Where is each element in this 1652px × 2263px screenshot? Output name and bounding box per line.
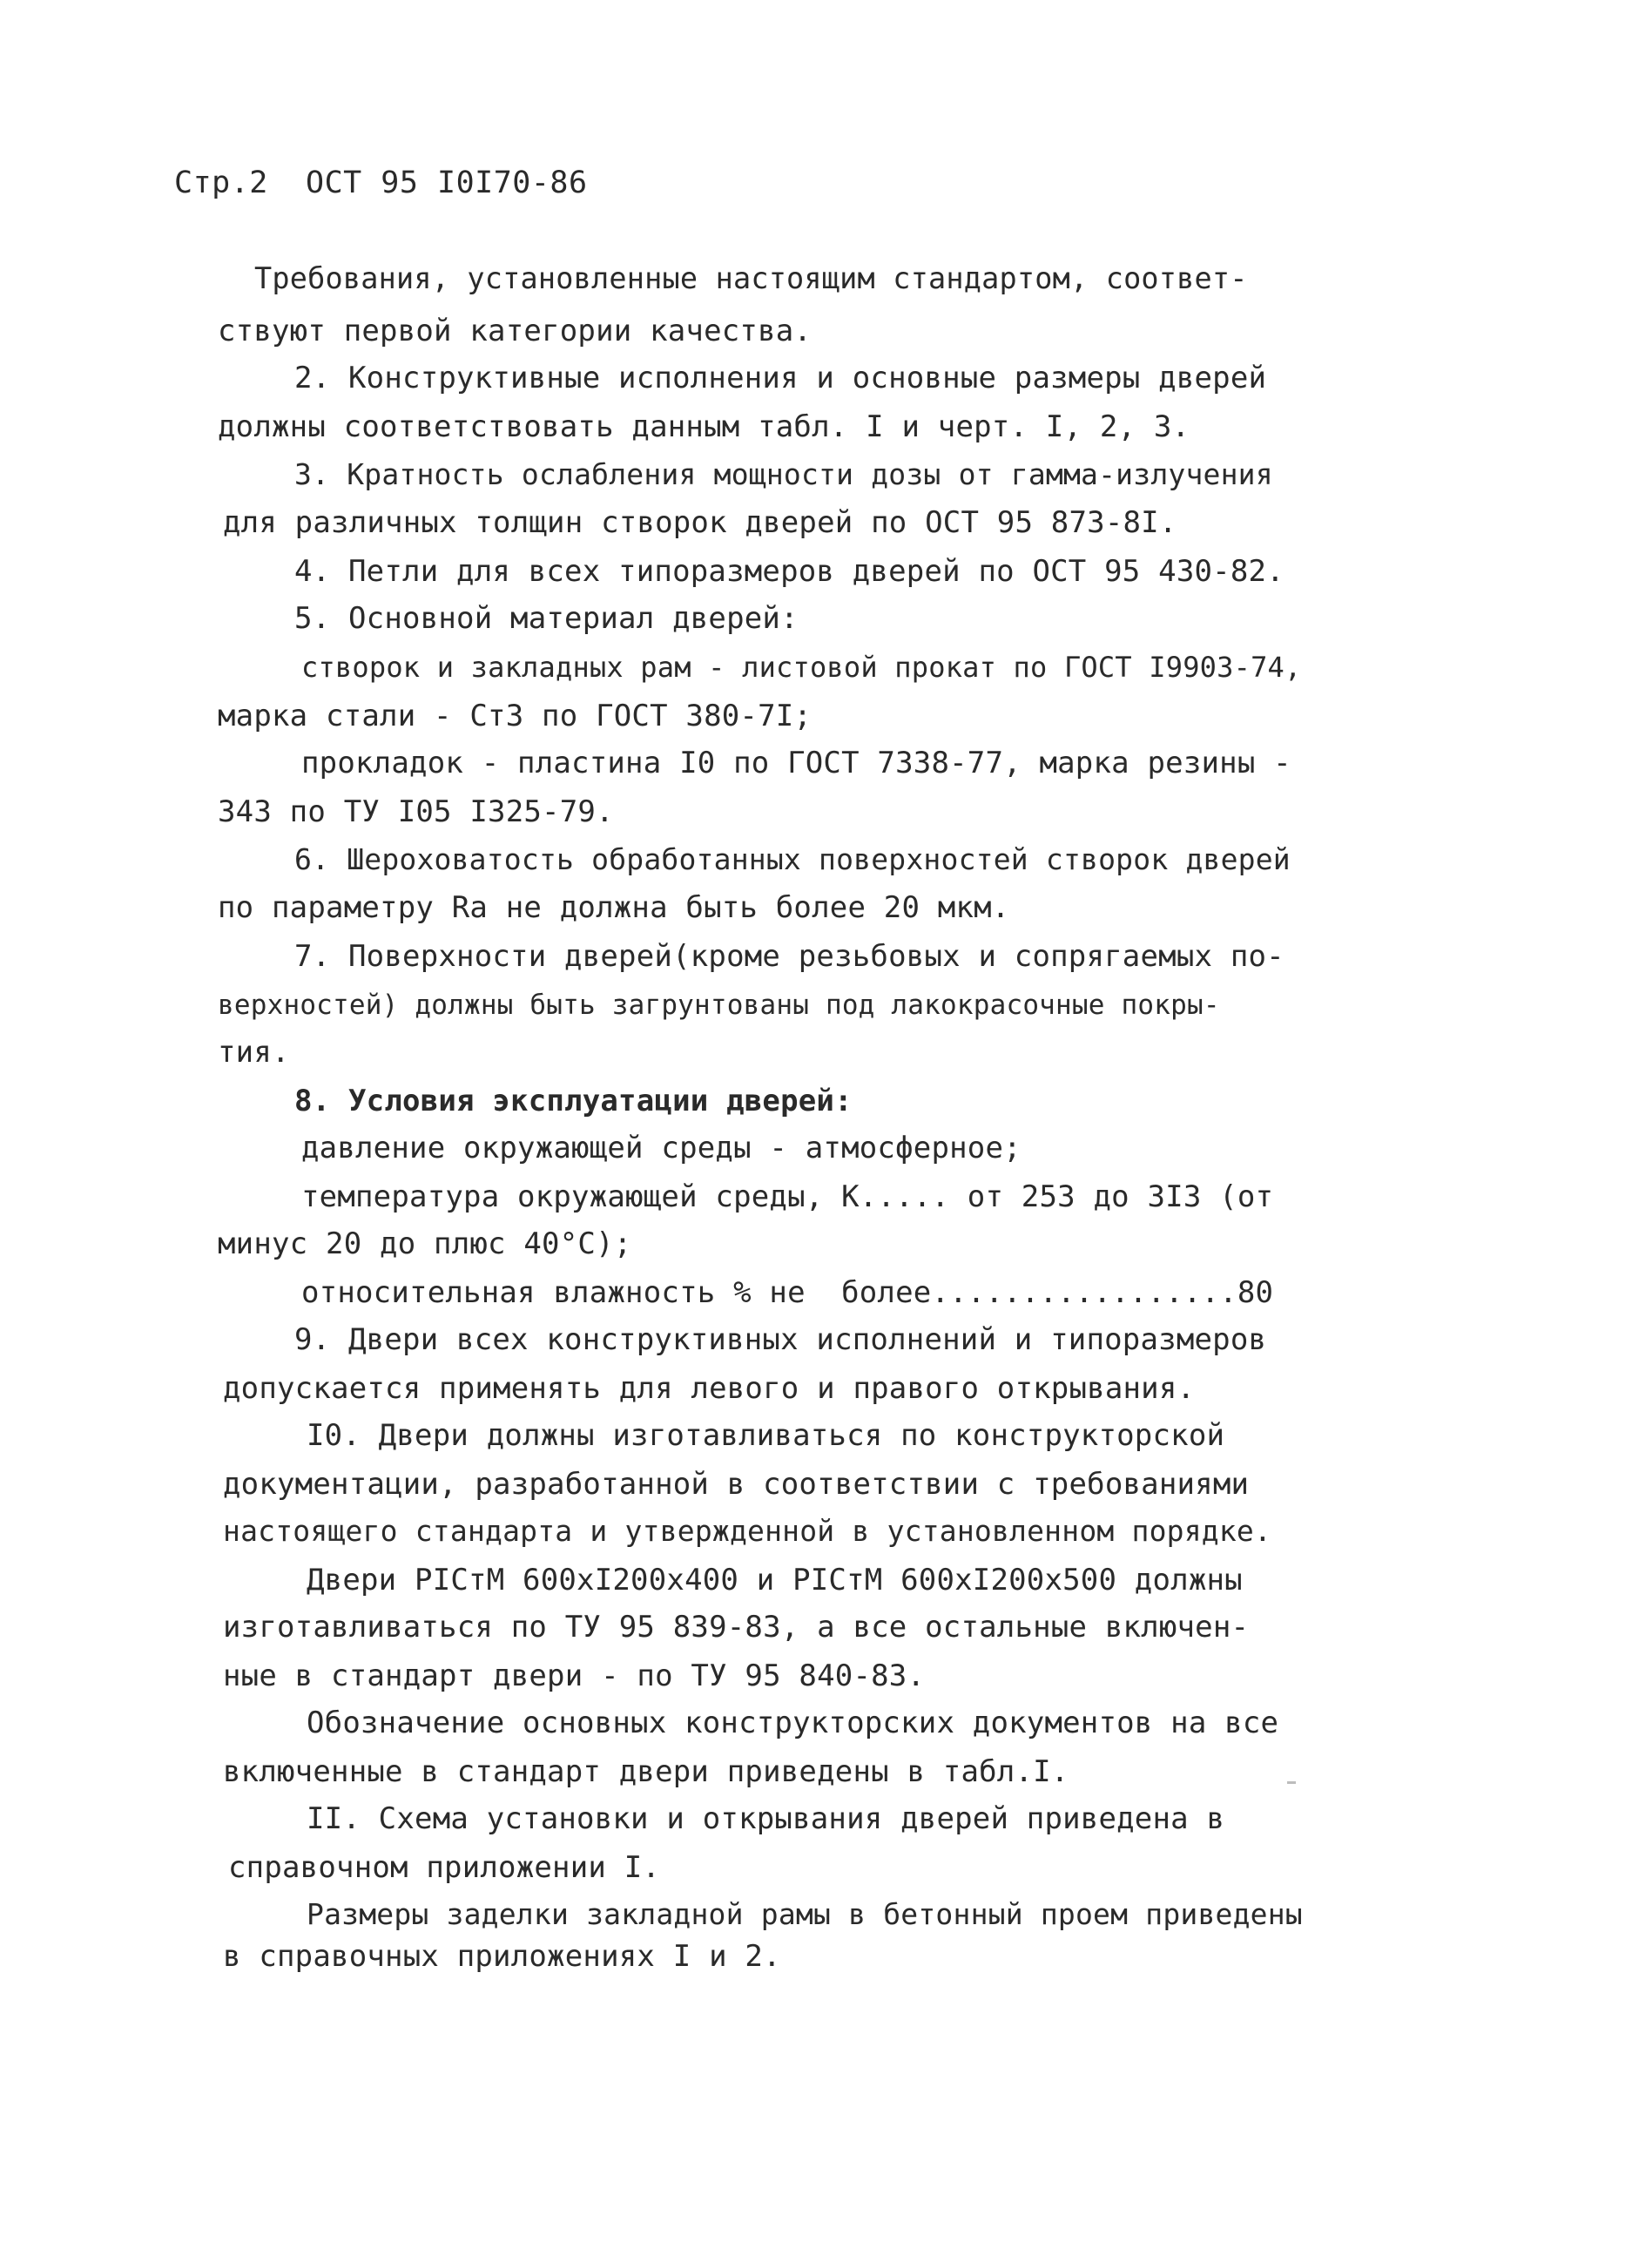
- text-line: I0. Двери должны изготавливаться по конструкторской: [307, 1418, 1225, 1453]
- text-line: II. Схема установки и открывания дверей приведена в: [307, 1801, 1225, 1836]
- text-line: настоящего стандарта и утвержденной в установленном порядке.: [223, 1514, 1272, 1548]
- text-line: верхностей) должны быть загрунтованы под лакокрасочные покры-: [218, 990, 1220, 1021]
- text-line: 5. Основной материал дверей:: [294, 601, 799, 636]
- text-line: изготавливаться по ТУ 95 839-83, а все остальные включен-: [223, 1610, 1250, 1645]
- text-line: прокладок - пластина I0 по ГОСТ 7338-77, марка резины -: [301, 746, 1291, 780]
- text-line: допускается применять для левого и правого открывания.: [223, 1371, 1196, 1406]
- text-line: для различных толщин створок дверей по ОСТ 95 873-8I.: [223, 505, 1177, 540]
- text-line: ные в стандарт двери - по ТУ 95 840-83.: [223, 1658, 926, 1693]
- text-line: тия.: [218, 1035, 290, 1070]
- text-line: 9. Двери всех конструктивных исполнений и типоразмеров: [294, 1322, 1267, 1357]
- text-line: 2. Конструктивные исполнения и основные размеры дверей: [294, 361, 1267, 395]
- text-line: 343 по ТУ I05 I325-79.: [218, 794, 614, 829]
- text-line: Обозначение основных конструкторских документов на все: [307, 1706, 1279, 1740]
- text-line: Размеры заделки закладной рамы в бетонный проем приведены: [307, 1897, 1303, 1931]
- text-line: включенные в стандарт двери приведены в табл.I.: [223, 1754, 1069, 1789]
- text-line: Двери РIСтМ 600хI200х400 и РIСтМ 600хI200х500 должны: [307, 1563, 1243, 1598]
- text-line: Требования, установленные настоящим стандартом, соответ-: [254, 261, 1248, 295]
- text-line: ствуют первой категории качества.: [218, 314, 813, 348]
- page-header: Стр.2 ОСТ 95 I0I70-86: [174, 166, 588, 200]
- text-line: 3. Кратность ослабления мощности дозы от гамма-излучения: [294, 457, 1273, 491]
- text-line: 4. Петли для всех типоразмеров дверей по ОСТ 95 430-82.: [294, 554, 1285, 589]
- text-line: температура окружающей среды, К..... от 253 до 3I3 (от: [301, 1179, 1274, 1214]
- text-line: относительная влажность % не более.................80: [301, 1275, 1274, 1310]
- text-line: документации, разработанной в соответствии с требованиями: [223, 1467, 1250, 1502]
- scan-speck: [1287, 1781, 1296, 1784]
- text-line: створок и закладных рам - листовой прокат по ГОСТ I9903-74,: [301, 651, 1302, 684]
- text-line: минус 20 до плюс 40°С);: [218, 1226, 632, 1261]
- text-line: 6. Шероховатость обработанных поверхностей створок дверей: [294, 842, 1291, 876]
- text-line: должны соответствовать данным табл. I и черт. I, 2, 3.: [218, 409, 1190, 444]
- text-line: справочном приложении I.: [228, 1850, 661, 1885]
- text-line: давление окружающей среды - атмосферное;: [301, 1131, 1022, 1165]
- text-line: в справочных приложениях I и 2.: [223, 1939, 781, 1974]
- text-line: марка стали - Ст3 по ГОСТ 380-7I;: [218, 699, 813, 733]
- text-line: 8. Условия эксплуатации дверей:: [294, 1084, 853, 1118]
- text-line: по параметру Rа не должна быть более 20 мкм.: [218, 890, 1010, 925]
- text-line: 7. Поверхности дверей(кроме резьбовых и сопрягаемых по-: [294, 939, 1285, 974]
